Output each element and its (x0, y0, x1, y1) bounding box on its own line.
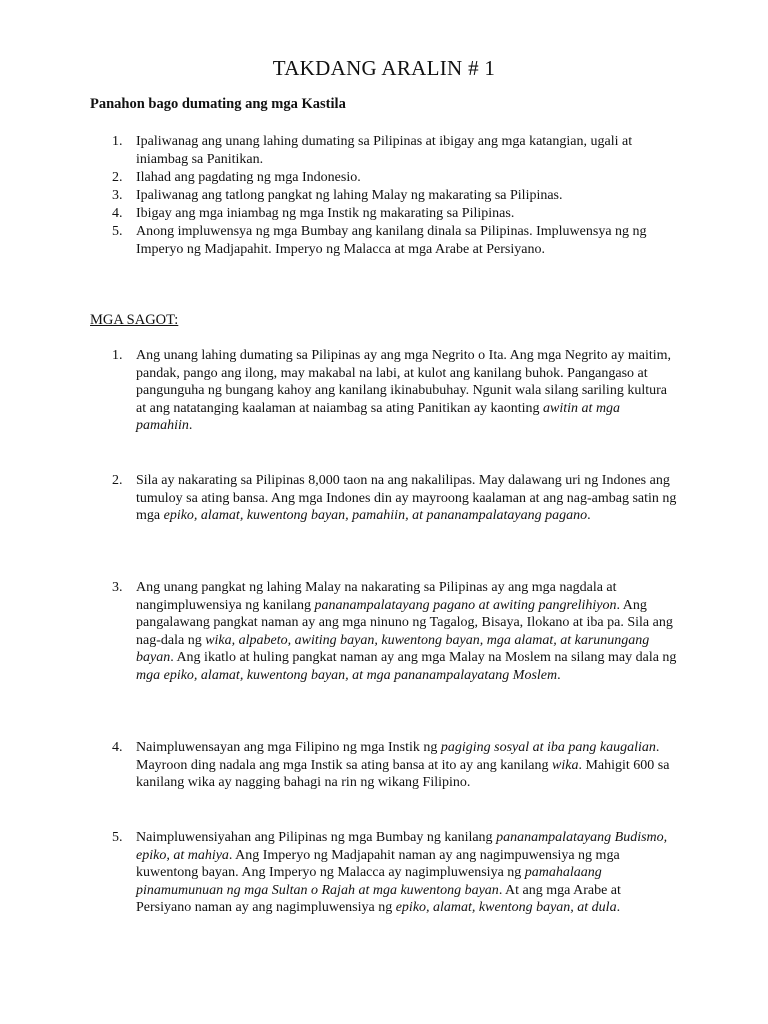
answer-item (112, 579, 677, 684)
answer-number: 2. (112, 473, 123, 488)
question-list (112, 133, 677, 259)
answer-item (112, 829, 677, 917)
question-item (112, 187, 677, 205)
question-item (112, 133, 677, 169)
answer-text (136, 347, 677, 435)
answer-text (136, 739, 677, 792)
answer-text-segment: Ang unang pangkat ng lahing Malay na nakarating sa Pilipinas ay ang mga nagdala at nangimpluwensiya ng kanilang (136, 580, 617, 613)
question-text: Anong impluwensya ng mga Bumbay ang kanilang dinala sa Pilipinas. Impluwensya ng ng Imperyo ng Madjapahit. Imperyo ng Malacca at mga Arabe at Persiyano. (136, 224, 647, 257)
answer-text (136, 579, 677, 684)
answer-text-italic: pagiging sosyal at iba pang kaugalian (440, 740, 656, 755)
answer-text-segment: . (616, 900, 621, 915)
answer-text-italic: pananampalatayang Budismo, epiko, at mahiya (136, 830, 668, 863)
answer-number: 1. (112, 348, 123, 363)
answer-number: 5. (112, 830, 123, 845)
question-number: 3. (112, 188, 123, 203)
answer-text-italic: epiko, alamat, kwentong bayan, at dula (395, 900, 617, 915)
question-text: Ibigay ang mga iniambag ng mga Instik ng makarating sa Pilipinas. (136, 206, 515, 221)
answer-text-segment: . At ang mga Arabe at Persiyano naman ay ang nagimpluwensiya ng (136, 882, 621, 915)
answer-item (112, 472, 677, 525)
question-item (112, 205, 677, 223)
question-item (112, 223, 677, 259)
question-number: 5. (112, 224, 123, 239)
answer-text-italic: awitin at mga pamahiin (136, 400, 621, 433)
page-title: TAKDANG ARALIN # 1 (272, 56, 496, 80)
answer-text-segment: . Ang Imperyo ng Madjapahit naman ay ang nagimpuwensiya ng mga kuwentong bayan. Ang Imperyo ng Malacca ay nagimpluwensiya ng (136, 847, 620, 880)
answer-text-segment: Sila ay nakarating sa Pilipinas 8,000 taon na ang nakalilipas. May dalawang uri ng Indones ang tumuloy sa ating bansa. Ang mga Indones din ay mayroong kaalaman at ang nag-ambag satin ng mga (136, 473, 677, 523)
answer-text (136, 472, 677, 525)
answer-text-segment: Naimpluwensayan ang mga Filipino ng mga Instik ng (136, 740, 441, 755)
question-text: Ipaliwanag ang tatlong pangkat ng lahing Malay ng makarating sa Pilipinas. (136, 188, 563, 203)
question-text: Ilahad ang pagdating ng mga Indonesio. (136, 170, 361, 185)
answer-number: 4. (112, 740, 123, 755)
answer-text-segment: . Mahigit 600 sa kanilang wika ay nagging bahagi na rin ng wikang Filipino. (136, 757, 670, 790)
answer-text-italic: wika, alpabeto, awiting bayan, kuwentong bayan, mga alamat, at karunungang bayan (136, 632, 650, 665)
question-number: 1. (112, 134, 123, 149)
answer-text-segment: . (587, 508, 591, 523)
question-number: 4. (112, 206, 123, 221)
answer-text-segment: . (188, 418, 193, 433)
answer-text-italic: mga epiko, alamat, kuwentong bayan, at mga pananampalayatang Moslem (136, 667, 558, 683)
answer-text-segment: . Mayroon ding nadala ang mga Instik sa ating bansa at ito ay ang kanilang (136, 740, 660, 773)
question-item (112, 169, 677, 187)
answer-text-italic: wika (552, 757, 579, 773)
answer-text-segment: Naimpluwensiyahan ang Pilipinas ng mga Bumbay ng kanilang (136, 830, 497, 845)
question-number: 2. (112, 170, 123, 185)
question-text: Ipaliwanag ang unang lahing dumating sa Pilipinas at ibigay ang mga katangian, ugali at iniambag sa Panitikan. (136, 134, 633, 167)
answer-number: 3. (112, 580, 123, 595)
answer-text-segment: . Ang pangalawang pangkat naman ay ang mga ninuno ng Tagalog, Bisaya, Ilokano at iba pa. Sila ang nag-dala ng (136, 597, 673, 648)
answers-heading: MGA SAGOT: (90, 312, 179, 328)
answer-text-italic: epiko, alamat, kuwentong bayan, pamahiin, at pananampalatayang pagano (163, 508, 588, 523)
answer-text-segment: . (557, 667, 561, 683)
answer-text-italic: pamahalaang pinamumunuan ng mga Sultan o Rajah at mga kuwentong bayan (136, 865, 602, 898)
answer-item (112, 347, 677, 435)
section-subheading: Panahon bago dumating ang mga Kastila (90, 96, 346, 112)
answer-text (136, 829, 677, 917)
answer-item (112, 739, 677, 792)
answer-text-italic: pananampalatayang pagano at awiting pangrelihiyon (314, 597, 617, 613)
answer-text-segment: Ang unang lahing dumating sa Pilipinas ay ang mga Negrito o Ita. Ang mga Negrito ay maitim, pandak, pango ang ilong, may makabal na labi, at kulot ang kanilang buhok. Pangangaso at pangunguha ng bungang kahoy ang kanilang ikinabubuhay. Ngunit wala silang sariling kultura at ang natatanging kaalaman at naiambag sa ating Panitikan ay kaonting (136, 348, 672, 416)
answer-text-segment: . Ang ikatlo at huling pangkat naman ay ang mga Malay na Moslem na silang may dala ng (170, 650, 677, 665)
